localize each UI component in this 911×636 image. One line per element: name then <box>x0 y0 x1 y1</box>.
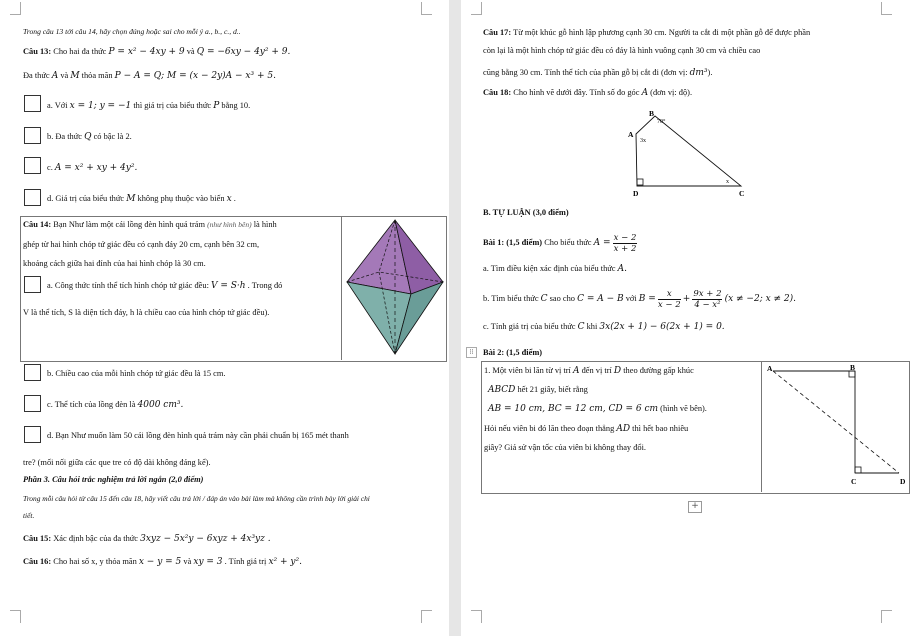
option-14d: d. Bạn Như muốn làm 50 cái lồng đèn hình quả trám này cần phải chuẩn bị 165 mét thanh <box>47 431 349 440</box>
crop-mark <box>10 2 21 15</box>
bai-2-line2: ABCD hết 21 giây, biết rằng <box>488 385 588 395</box>
table-divider <box>761 362 762 492</box>
option-14c: c. Thể tích của lồng đèn là 4000 cm³. <box>47 400 184 410</box>
crop-mark <box>881 610 892 623</box>
angle-B: 70° <box>657 119 666 125</box>
answer-checkbox[interactable] <box>24 364 41 381</box>
bai-1a: a. Tìm điều kiện xác định của biểu thức A. <box>483 264 627 274</box>
question-16: Câu 16: Cho hai số x, y thỏa mãn x − y = 5 và xy = 3 . Tính giá trị x² + y². <box>23 557 302 567</box>
question-17: Câu 17: Từ một khúc gỗ hình lập phương cạnh 30 cm. Người ta cắt đi một phần gỗ để được phần <box>483 28 811 37</box>
left-page <box>0 0 449 636</box>
label-D: D <box>900 477 906 486</box>
label-B: B <box>649 109 655 118</box>
crop-mark <box>881 2 892 15</box>
part-b-title: B. TỰ LUẬN (3,0 điểm) <box>483 208 569 217</box>
option-13d: d. Giá trị của biểu thức M không phụ thuộc vào biến x . <box>47 194 236 204</box>
option-14a: a. Công thức tính thể tích hình chóp tứ giác đều: V = S·h . Trong đó <box>47 281 283 291</box>
option-13b: b. Đa thức Q có bậc là 2. <box>47 132 132 142</box>
option-14a-line2: V là thể tích, S là diện tích đáy, h là chiều cao của hình chóp tứ giác đều). <box>23 308 270 317</box>
label-C: C <box>851 477 857 486</box>
answer-checkbox[interactable] <box>24 426 41 443</box>
question-14-line1: Câu 14: Bạn Như làm một cái lồng đèn hình quả trám (như hình bên) là hình <box>23 220 277 229</box>
bai-1c: c. Tính giá trị của biểu thức C khi 3x(2x + 1) − 6(2x + 1) = 0. <box>483 322 725 332</box>
label-A: A <box>767 364 773 373</box>
table-move-handle[interactable]: ⁞⁞ <box>466 347 477 358</box>
label-B: B <box>850 363 856 372</box>
option-13c: c. A = x² + xy + 4y². <box>47 163 138 173</box>
angle-A: 3x <box>640 138 646 144</box>
option-14b: b. Chiều cao của mỗi hình chóp tứ giác đều là 15 cm. <box>47 369 226 378</box>
bai-1: Bài 1: (1,5 điểm) Cho biểu thức A = $\frac{x - 2}{x + 2}$ <box>483 232 637 254</box>
angle-C: x <box>726 179 729 185</box>
label-A: A <box>628 130 634 139</box>
bai-2-line3: AB = 10 cm, BC = 12 cm, CD = 6 cm (hình vẽ bên). <box>488 404 707 414</box>
question-14-line3: khoảng cách giữa hai đỉnh của hai hình chóp là 30 cm. <box>23 259 206 268</box>
question-15: Câu 15: Xác định bậc của đa thức 3xyz − 5x²y − 6xyz + 4x³yz . <box>23 534 271 544</box>
lantern-figure <box>343 218 448 358</box>
crop-mark <box>10 610 21 623</box>
part3-instruction: Trong mỗi câu hỏi từ câu 15 đến câu 18, hãy viết câu trả lời / đáp án vào bài làm mà không cần trình bày lời giải chi <box>23 494 370 503</box>
question-18: Câu 18: Cho hình vẽ dưới đây. Tính số đo góc A (đơn vị: độ). <box>483 88 693 98</box>
crop-mark <box>471 2 482 15</box>
crop-mark <box>421 610 432 623</box>
question-13: Câu 13: Cho hai đa thức P = x² − 4xy + 9 và Q = −6xy − 4y² + 9. <box>23 47 291 57</box>
bai-2-title: Bài 2: (1,5 điểm) <box>483 348 543 357</box>
question-14-line2: ghép từ hai hình chóp tứ giác đều có cạnh đáy 20 cm, cạnh bên 32 cm, <box>23 240 260 249</box>
answer-checkbox[interactable] <box>24 395 41 412</box>
answer-checkbox[interactable] <box>24 127 41 144</box>
figure-q18 <box>621 108 761 200</box>
answer-checkbox[interactable] <box>24 276 41 293</box>
table-divider <box>341 217 342 360</box>
answer-checkbox[interactable] <box>24 189 41 206</box>
option-13a: a. Với x = 1; y = −1 thì giá trị của biểu thức P bằng 10. <box>47 101 251 111</box>
crop-mark <box>421 2 432 15</box>
part3-title: Phần 3. Câu hỏi trắc nghiệm trả lời ngắn (2,0 điểm) <box>23 475 204 484</box>
part3-instruction-2: tiết. <box>23 511 35 520</box>
figure-bai2 <box>763 363 909 491</box>
label-D: D <box>633 189 639 198</box>
add-row-button[interactable]: + <box>688 501 702 513</box>
bai-2-line1: 1. Một viên bi lăn từ vị trí A đến vị trí D theo đường gấp khúc <box>484 366 694 376</box>
question-17-line2: còn lại là một hình chóp tứ giác đều có đáy là hình vuông cạnh 30 cm và chiều cao <box>483 46 761 55</box>
question-17-line3: cũng bằng 30 cm. Tính thể tích của phần gỗ bị cắt đi (đơn vị: dm³). <box>483 68 713 78</box>
option-14d-line2: tre? (mối nối giữa các que tre có độ dài không đáng kể). <box>23 458 211 467</box>
answer-checkbox[interactable] <box>24 95 41 112</box>
bai-1b: b. Tìm biểu thức C sao cho C = A − B với B = $\frac{x}{x - 2}$ + $\frac{9x + 2}{\text{4 − x²}}$ (x ≠ −2; x ≠ 2). <box>483 288 797 310</box>
right-page <box>461 0 911 636</box>
bai-2-line5: giây? Giả sử vận tốc của viên bi không thay đổi. <box>484 443 646 452</box>
bai-2-line4: Hỏi nếu viên bi đó lăn theo đoạn thẳng AD thì hết bao nhiêu <box>484 424 689 434</box>
question-13-line2: Đa thức A và M thỏa mãn P − A = Q; M = (x − 2y)A − x³ + 5. <box>23 71 276 81</box>
crop-mark <box>471 610 482 623</box>
instruction-text: Trong câu 13 tới câu 14, hãy chọn đúng hoặc sai cho mỗi ý a., b., c., d.. <box>23 27 241 36</box>
label-C: C <box>739 189 745 198</box>
answer-checkbox[interactable] <box>24 157 41 174</box>
